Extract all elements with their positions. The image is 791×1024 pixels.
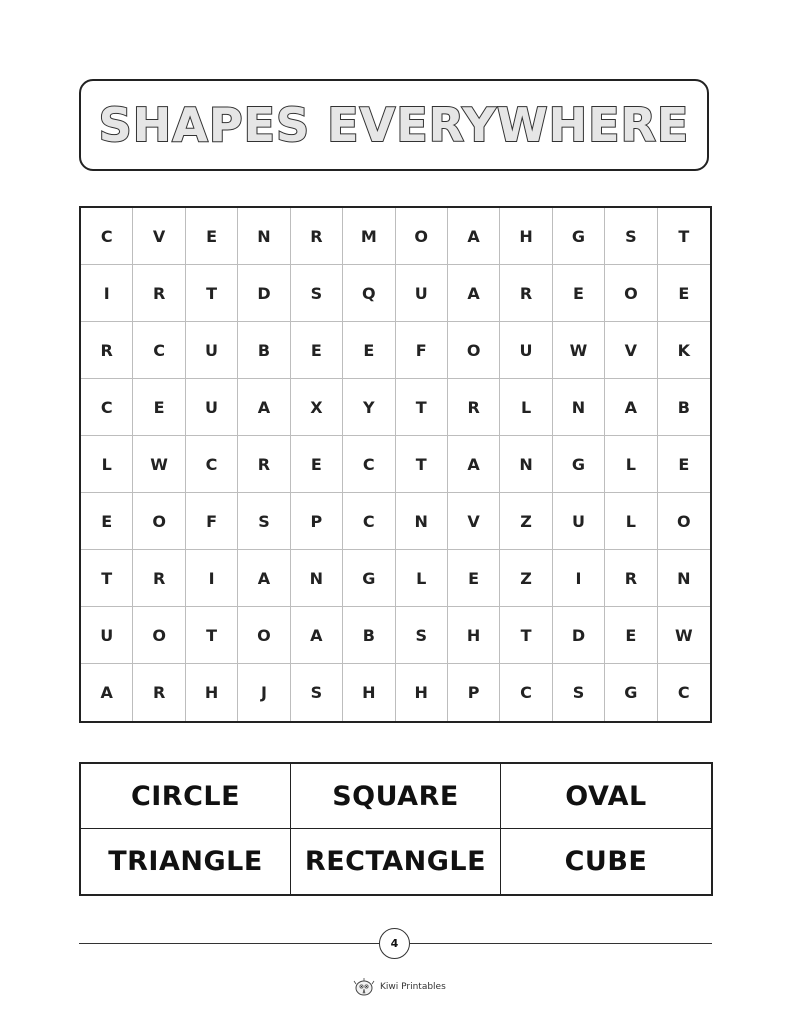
page-title: SHAPES EVERYWHERE (98, 98, 690, 152)
grid-cell[interactable]: W (658, 607, 710, 664)
grid-cell[interactable]: T (396, 379, 448, 436)
grid-cell[interactable]: T (186, 607, 238, 664)
grid-cell[interactable]: N (396, 493, 448, 550)
footer-rule-left (79, 943, 379, 944)
grid-cell[interactable]: M (343, 208, 395, 265)
grid-cell[interactable]: E (553, 265, 605, 322)
grid-cell[interactable]: O (396, 208, 448, 265)
grid-cell[interactable]: C (133, 322, 185, 379)
grid-cell[interactable]: U (186, 322, 238, 379)
grid-cell[interactable]: O (133, 607, 185, 664)
grid-cell[interactable]: G (553, 208, 605, 265)
grid-cell[interactable]: O (658, 493, 710, 550)
grid-cell[interactable]: C (500, 664, 552, 721)
grid-cell[interactable]: Z (500, 493, 552, 550)
grid-cell[interactable]: F (396, 322, 448, 379)
grid-cell[interactable]: R (291, 208, 343, 265)
grid-cell[interactable]: V (133, 208, 185, 265)
grid-cell[interactable]: W (553, 322, 605, 379)
grid-cell[interactable]: O (448, 322, 500, 379)
grid-cell[interactable]: C (81, 379, 133, 436)
word-list-item: CIRCLE (81, 764, 291, 829)
grid-cell[interactable]: N (553, 379, 605, 436)
grid-cell[interactable]: N (658, 550, 710, 607)
word-list-item: SQUARE (291, 764, 501, 829)
grid-cell[interactable]: Z (500, 550, 552, 607)
grid-cell[interactable]: L (500, 379, 552, 436)
grid-cell[interactable]: W (133, 436, 185, 493)
grid-cell[interactable]: D (238, 265, 290, 322)
grid-cell[interactable]: N (500, 436, 552, 493)
footer-rule-right (410, 943, 712, 944)
grid-cell[interactable]: C (677, 683, 690, 702)
grid-cell[interactable]: B (238, 322, 290, 379)
grid-cell[interactable]: P (448, 664, 500, 721)
grid-cell[interactable]: A (291, 607, 343, 664)
grid-cell[interactable]: U (186, 379, 238, 436)
grid-cell[interactable]: L (605, 436, 657, 493)
grid-cell[interactable]: T (81, 550, 133, 607)
grid-cell[interactable]: C (343, 493, 395, 550)
grid-cell[interactable]: R (133, 550, 185, 607)
grid-cell[interactable]: L (81, 436, 133, 493)
grid-cell[interactable]: K (658, 322, 710, 379)
grid-cell[interactable]: A (448, 265, 500, 322)
grid-cell[interactable]: R (133, 664, 185, 721)
grid-cell[interactable]: E (291, 322, 343, 379)
grid-cell[interactable]: E (186, 208, 238, 265)
grid-cell[interactable]: L (605, 493, 657, 550)
grid-cell[interactable]: C (186, 436, 238, 493)
grid-cell[interactable]: E (658, 436, 710, 493)
grid-cell[interactable]: T (658, 208, 710, 265)
grid-cell[interactable]: I (186, 550, 238, 607)
grid-cell[interactable]: E (291, 436, 343, 493)
grid-cell[interactable]: A (81, 664, 133, 721)
title-banner (79, 79, 709, 171)
grid-cell[interactable]: G (553, 436, 605, 493)
grid-cell[interactable]: O (133, 493, 185, 550)
grid-cell[interactable]: R (81, 322, 133, 379)
grid-cell[interactable]: R (500, 265, 552, 322)
grid-cell[interactable]: N (291, 550, 343, 607)
grid-cell[interactable]: G (343, 550, 395, 607)
grid-cell[interactable]: X (291, 379, 343, 436)
grid-cell[interactable]: E (658, 265, 710, 322)
grid-cell[interactable]: E (81, 493, 133, 550)
grid-cell[interactable]: U (396, 265, 448, 322)
grid-cell[interactable]: C (81, 208, 133, 265)
grid-cell[interactable]: H (186, 664, 238, 721)
grid-cell[interactable]: R (133, 265, 185, 322)
grid-cell[interactable]: O (238, 607, 290, 664)
grid-cell[interactable]: A (238, 550, 290, 607)
word-list-item: RECTANGLE (291, 829, 501, 894)
grid-cell[interactable]: G (605, 664, 657, 721)
grid-cell[interactable]: A (448, 436, 500, 493)
grid-cell[interactable]: D (553, 607, 605, 664)
brand-footer (352, 976, 446, 998)
grid-cell[interactable]: R (605, 550, 657, 607)
kiwi-bird-icon (352, 976, 376, 998)
word-list (79, 762, 713, 896)
word-search-grid (79, 206, 712, 723)
grid-cell[interactable]: A (605, 379, 657, 436)
grid-cell[interactable]: S (291, 265, 343, 322)
grid-cell[interactable]: E (133, 379, 185, 436)
grid-cell[interactable]: R (238, 436, 290, 493)
grid-cell[interactable]: H (500, 208, 552, 265)
grid-cell[interactable]: U (553, 493, 605, 550)
grid-cell[interactable]: E (605, 607, 657, 664)
grid-cell[interactable]: O (605, 265, 657, 322)
grid-cell[interactable]: C (343, 436, 395, 493)
grid-cell[interactable]: A (238, 379, 290, 436)
grid-cell[interactable]: A (448, 208, 500, 265)
grid-cell[interactable]: V (448, 493, 500, 550)
word-list-item: TRIANGLE (81, 829, 291, 894)
grid-cell[interactable]: R (448, 379, 500, 436)
grid-cell[interactable]: P (291, 493, 343, 550)
grid-cell[interactable]: J (238, 664, 290, 721)
grid-cell[interactable]: U (81, 607, 133, 664)
word-list-item: CUBE (564, 846, 648, 877)
grid-cell[interactable]: Q (343, 265, 395, 322)
grid-cell[interactable]: H (396, 664, 448, 721)
grid-cell[interactable]: Y (343, 379, 395, 436)
grid-cell[interactable]: E (448, 550, 500, 607)
grid-cell[interactable]: T (500, 607, 552, 664)
grid-cell[interactable]: F (186, 493, 238, 550)
grid-cell[interactable]: T (396, 436, 448, 493)
grid-cell[interactable]: S (238, 493, 290, 550)
grid-cell[interactable]: B (343, 607, 395, 664)
grid-cell[interactable]: V (605, 322, 657, 379)
grid-cell[interactable]: N (238, 208, 290, 265)
grid-cell[interactable]: B (658, 379, 710, 436)
grid-cell[interactable]: S (291, 664, 343, 721)
grid-cell[interactable]: S (605, 208, 657, 265)
grid-cell[interactable]: U (500, 322, 552, 379)
grid-cell[interactable]: H (448, 607, 500, 664)
grid-cell[interactable]: T (186, 265, 238, 322)
grid-cell[interactable]: H (343, 664, 395, 721)
grid-cell[interactable]: I (81, 265, 133, 322)
page-number: 4 (379, 928, 410, 959)
grid-cell[interactable]: I (553, 550, 605, 607)
brand-name: Kiwi Printables (380, 982, 446, 992)
grid-cell[interactable]: L (396, 550, 448, 607)
word-list-item: OVAL (501, 764, 711, 829)
grid-cell[interactable]: E (343, 322, 395, 379)
grid-cell[interactable]: S (396, 607, 448, 664)
grid-cell[interactable]: S (553, 664, 605, 721)
